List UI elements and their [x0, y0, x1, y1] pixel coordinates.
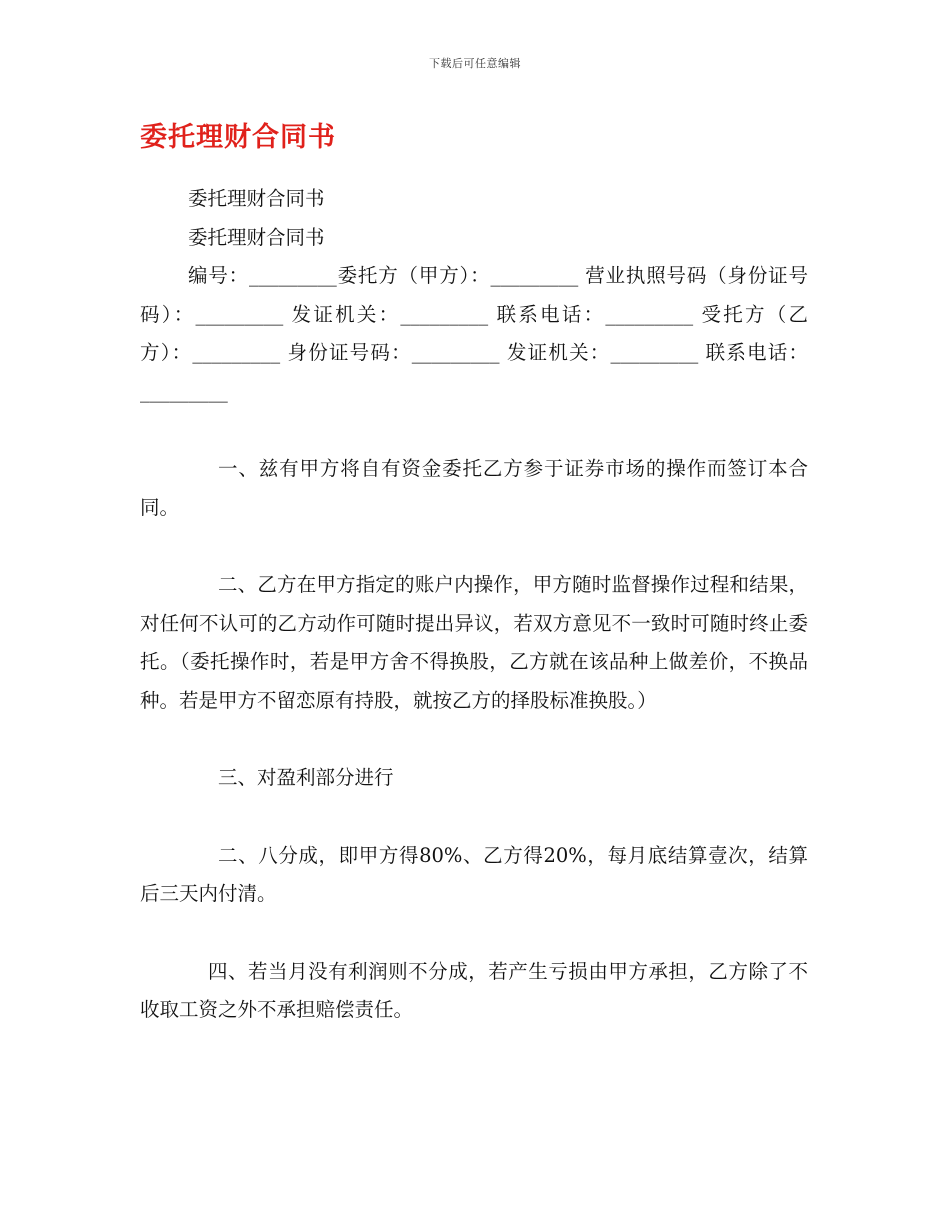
clause-3-paragraph: 三、对盈利部分进行 [218, 766, 394, 789]
subtitle-line-1: 委托理财合同书 [188, 187, 325, 210]
clause-1-paragraph: 一、兹有甲方将自有资金委托乙方参于证券市场的操作而签订本合同。 [140, 457, 808, 519]
clause-2-paragraph: 二、乙方在甲方指定的账户内操作，甲方随时监督操作过程和结果，对任何不认可的乙方动作可随时提出异议，若双方意见不一致时可随时终止委托。（委托操作时，若是甲方舍不得换股，乙方就在该品种上做差价，不换品种。若是甲方不留恋原有持股，就按乙方的择股标准换股。） [140, 573, 808, 712]
page-header-note: 下载后可任意编辑 [429, 57, 521, 70]
subtitle-line-2: 委托理财合同书 [188, 225, 325, 249]
clause-3b-paragraph: 二、八分成，即甲方得80%、乙方得20%，每月底结算壹次，结算后三天内付清。 [140, 843, 808, 905]
document-title: 委托理财合同书 [140, 122, 336, 153]
parties-paragraph: 编号：_________委托方（甲方）：_________ 营业执照号码（身份证号码）：_________ 发证机关：_________ 联系电话：_________ 受托方（乙方）：_________ 身份证号码：_________ 发证机关：_________ 联系电话：_________ [140, 264, 808, 403]
clause-4-paragraph: 四、若当月没有利润则不分成，若产生亏损由甲方承担，乙方除了不收取工资之外不承担赔偿责任。 [140, 959, 808, 1021]
document-body [140, 180, 808, 1030]
